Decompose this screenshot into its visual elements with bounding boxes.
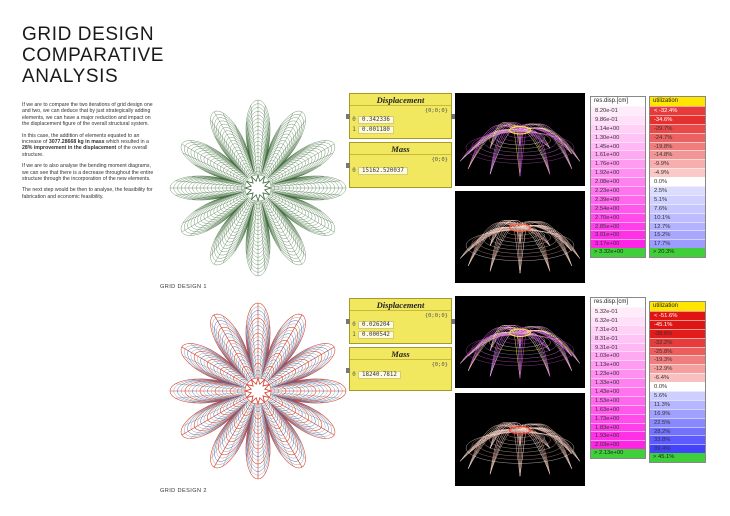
paragraph-2-text-a: In this case, the addition of elements equated to an increase of — [22, 132, 140, 146]
legend-entry: 2.08e+00 — [591, 177, 645, 186]
legend-entry: 1.92e+00 — [591, 168, 645, 177]
render-arch-line — [523, 429, 550, 474]
legend-entry: -38.6% — [650, 329, 705, 338]
legend-entry: 1.14e+00 — [591, 124, 645, 133]
legend-entry: -24.7% — [650, 133, 705, 142]
legend-entry: 12.7% — [650, 222, 705, 231]
data-path: {0;0;0} — [424, 108, 448, 114]
legend-entry: 1.33e+00 — [591, 378, 645, 387]
legend-entry: 28.2% — [650, 427, 705, 436]
render-arch-line — [517, 130, 520, 176]
legend-entry: < -32.4% — [650, 106, 705, 115]
legend-entry: 1.73e+00 — [591, 414, 645, 423]
legend-entry: 1.76e+00 — [591, 159, 645, 168]
paragraph-2-text-e: of the overall structure. — [22, 145, 148, 158]
render-arch-line — [523, 129, 550, 174]
legend-entry: -19.3% — [650, 355, 705, 364]
displacement-panel-1[interactable]: Displacement {0;0;0} 0 0.342336 1 0.001180 — [349, 93, 452, 139]
mass-panel-1[interactable]: Mass {0;0} 0 15162.520037 — [349, 142, 452, 188]
paragraph-1: If we are to compare the two iterations of grid design one and two, we can deduce that by just strategically adding elements, we can have a major reduction and impact on the displacement figure of the overall structural system. — [22, 102, 153, 128]
legend-header: res.disp.[cm] — [591, 97, 645, 106]
paragraph-2 — [22, 133, 155, 159]
legend-entry: -25.8% — [650, 347, 705, 356]
legend-entry: 33.8% — [650, 435, 705, 444]
displacement-value-1: 0.001180 — [358, 126, 394, 134]
legend-entry: 1.43e+00 — [591, 387, 645, 396]
legend-footer: > 20.3% — [650, 248, 705, 257]
legend-entry: -29.7% — [650, 124, 705, 133]
legend-entry: 1.23e+00 — [591, 369, 645, 378]
displacement-render-2 — [455, 296, 585, 388]
legend-entry: 5.6% — [650, 391, 705, 400]
mass-title: Mass — [350, 348, 451, 360]
render-arch-line — [520, 333, 523, 378]
caption-design-1: GRID DESIGN 1 — [160, 284, 207, 290]
legend-entry: 2.23e+00 — [591, 186, 645, 195]
legend-entry: 3.01e+00 — [591, 230, 645, 239]
legend-entry: 0.0% — [650, 177, 705, 186]
grid-design-2-plan — [165, 298, 351, 484]
legend-entry: 1.93e+00 — [591, 431, 645, 440]
legend-header: res.disp.[cm] — [591, 298, 645, 307]
legend-entry: 2.5% — [650, 186, 705, 195]
render-arch-line — [517, 228, 520, 273]
displacement-panel-2[interactable]: Displacement {0;0;0} 0 0.026204 1 0.000542 — [349, 298, 452, 344]
legend-entry: -9.9% — [650, 159, 705, 168]
legend-entry: -32.2% — [650, 338, 705, 347]
paragraph-2-text-c: which resulted in a — [104, 139, 149, 146]
legend-entry: < -51.6% — [650, 311, 705, 320]
data-path: {0;0} — [431, 362, 448, 368]
legend-entry: 5.1% — [650, 195, 705, 204]
legend-entry: 2.85e+00 — [591, 222, 645, 231]
render-arch-line — [517, 430, 520, 476]
legend-entry: 6.32e-01 — [591, 316, 645, 325]
legend-entry: 2.70e+00 — [591, 213, 645, 222]
legend-entry: 0.0% — [650, 382, 705, 391]
mass-value-0: 15162.520037 — [358, 167, 408, 175]
legend-entry: -45.1% — [650, 320, 705, 329]
paragraph-4: The next step would be then to analyse, the feasibility for fabrication and economic feasibility. — [22, 187, 153, 200]
legend-entry: 1.03e+00 — [591, 351, 645, 360]
legend-entry: 7.31e-01 — [591, 325, 645, 334]
analysis-text — [22, 102, 155, 205]
legend-entry: 1.83e+00 — [591, 423, 645, 432]
grid-design-1-plan — [165, 95, 351, 281]
legend-entry: 16.9% — [650, 409, 705, 418]
displacement-value-0: 0.026204 — [358, 321, 394, 329]
render-arch-line — [520, 228, 523, 273]
legend-footer: > 3.32e+00 — [591, 248, 645, 257]
grid-ring-line — [245, 175, 271, 201]
legend-entry: -19.8% — [650, 142, 705, 151]
legend-entry: 11.3% — [650, 400, 705, 409]
paragraph-3: If we are to also analyse the bending moment diagrams, we can see that there is a decrease throughout the entire structure through the incorporation of the new elements. — [22, 163, 154, 183]
legend-header: utilization — [650, 302, 705, 311]
legend-entry: 8.31e-01 — [591, 334, 645, 343]
resdisp-legend-2 — [590, 297, 646, 459]
legend-entry: 1.53e+00 — [591, 396, 645, 405]
data-path: {0;0;0} — [424, 313, 448, 319]
legend-entry: 7.6% — [650, 204, 705, 213]
utilization-legend-2 — [649, 301, 706, 463]
title-line-2: COMPARATIVE — [22, 45, 165, 66]
legend-entry: 10.1% — [650, 213, 705, 222]
legend-entry: 1.30e+00 — [591, 133, 645, 142]
legend-footer: > 45.1% — [650, 453, 705, 462]
legend-entry: 2.39e+00 — [591, 195, 645, 204]
legend-entry: 8.20e-01 — [591, 106, 645, 115]
legend-entry: 39.4% — [650, 444, 705, 453]
legend-entry: 1.63e+00 — [591, 405, 645, 414]
displacement-title: Displacement — [350, 94, 451, 106]
data-path: {0;0} — [431, 157, 448, 163]
title-line-1: GRID DESIGN — [22, 24, 155, 45]
mass-value-0: 18240.7812 — [358, 371, 401, 379]
mass-panel-2[interactable]: Mass {0;0} 0 18240.7812 — [349, 347, 452, 391]
render-arch-line — [520, 130, 523, 176]
legend-entry: 9.31e-01 — [591, 343, 645, 352]
legend-footer: > 2.13e+00 — [591, 449, 645, 458]
legend-entry: -4.9% — [650, 168, 705, 177]
improvement-highlight: 28% improvement in the displacement — [22, 145, 117, 152]
legend-entry: 1.61e+00 — [591, 150, 645, 159]
legend-entry: 17.7% — [650, 239, 705, 248]
legend-header: utilization — [650, 97, 705, 106]
mass-title: Mass — [350, 143, 451, 155]
legend-entry: 22.5% — [650, 418, 705, 427]
utilization-legend-1 — [649, 96, 706, 258]
caption-design-2: GRID DESIGN 2 — [160, 488, 207, 494]
displacement-render-1 — [455, 93, 585, 186]
render-arch-line — [520, 430, 523, 476]
legend-entry: 9.86e-01 — [591, 115, 645, 124]
render-arch-line — [517, 333, 520, 378]
legend-entry: 15.2% — [650, 230, 705, 239]
legend-entry: -12.9% — [650, 364, 705, 373]
resdisp-legend-1 — [590, 96, 646, 258]
legend-entry: 1.13e+00 — [591, 360, 645, 369]
title-line-3: ANALYSIS — [22, 66, 119, 87]
displacement-title: Displacement — [350, 299, 451, 311]
mass-increase-highlight: 3077.28668 kg in mass — [48, 139, 105, 146]
legend-entry: 1.45e+00 — [591, 142, 645, 151]
legend-entry: 5.32e-01 — [591, 307, 645, 316]
displacement-value-0: 0.342336 — [358, 116, 394, 124]
legend-entry: -14.8% — [650, 150, 705, 159]
legend-entry: -34.6% — [650, 115, 705, 124]
legend-entry: 3.17e+00 — [591, 239, 645, 248]
page-title — [22, 24, 165, 87]
legend-entry: 2.54e+00 — [591, 204, 645, 213]
moment-render-2 — [455, 393, 585, 486]
moment-render-1 — [455, 191, 585, 283]
displacement-value-1: 0.000542 — [358, 331, 394, 339]
legend-entry: 2.03e+00 — [591, 440, 645, 449]
legend-entry: -6.4% — [650, 373, 705, 382]
grid-ring-line — [245, 378, 271, 404]
